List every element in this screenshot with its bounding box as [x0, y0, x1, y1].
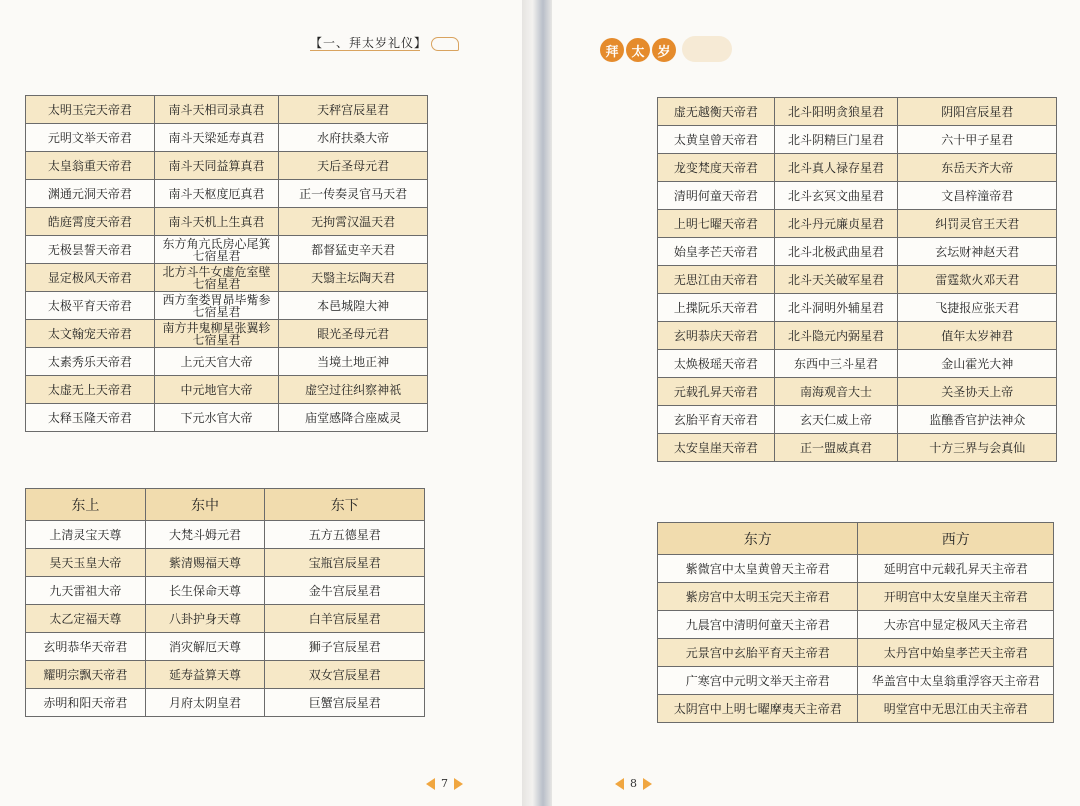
- table-cell: 九天雷祖大帝: [26, 577, 146, 605]
- table-cell: 白羊宫辰星君: [265, 605, 425, 633]
- table-cell: 天秤宫辰星君: [279, 96, 428, 124]
- table-cell: 上清灵宝天尊: [26, 521, 146, 549]
- table-cell: 北斗阳明贪狼星君: [774, 98, 898, 126]
- table-cell: 明堂宫中无思江由天主帝君: [858, 695, 1054, 723]
- table-cell: 太阴宫中上明七曜摩夷天主帝君: [658, 695, 858, 723]
- table-cell: 九晨宫中清明何童天主帝君: [658, 611, 858, 639]
- chapter-title: 【一、拜太岁礼仪】: [310, 36, 428, 50]
- table-cell: 值年太岁神君: [898, 322, 1057, 350]
- table-cell: 南海观音大士: [774, 378, 898, 406]
- table-row: [658, 667, 1054, 695]
- table-cell: 无拘霄汉温天君: [279, 208, 428, 236]
- table-cell: 八卦护身天尊: [145, 605, 265, 633]
- table-cell: 太极平育天帝君: [26, 292, 155, 320]
- table-row: [26, 404, 428, 432]
- table-row: [658, 126, 1057, 154]
- table-cell: 太明玉完天帝君: [26, 96, 155, 124]
- table-cell: 北斗玄冥文曲星君: [774, 182, 898, 210]
- deity-table-right-lower: [657, 522, 1054, 723]
- table-cell: 南斗天机上生真君: [154, 208, 279, 236]
- table-cell: 眼光圣母元君: [279, 320, 428, 348]
- table-cell: 都督猛吏辛天君: [279, 236, 428, 264]
- table-cell: 始皇孝芒天帝君: [658, 238, 775, 266]
- book-gutter: [522, 0, 552, 806]
- table-row: [26, 320, 428, 348]
- table-cell: 太文翰宠天帝君: [26, 320, 155, 348]
- table-cell: 开明宫中太安皇崖天主帝君: [858, 583, 1054, 611]
- logo-char: 拜: [600, 38, 624, 62]
- table-row: [26, 605, 425, 633]
- table-row: [658, 406, 1057, 434]
- table-cell: 无极昙誓天帝君: [26, 236, 155, 264]
- table-cell: 太焕极瑶天帝君: [658, 350, 775, 378]
- column-header: 东上: [26, 489, 146, 521]
- table-row: [26, 208, 428, 236]
- deity-table-left-upper: [25, 95, 428, 432]
- table-cell: 中元地官大帝: [154, 376, 279, 404]
- table-cell: 本邑城隍大神: [279, 292, 428, 320]
- table-cell: 东西中三斗星君: [774, 350, 898, 378]
- table-row: [26, 689, 425, 717]
- table-row: [658, 350, 1057, 378]
- table-cell: 飞捷报应张天君: [898, 294, 1057, 322]
- chapter-header: [310, 34, 459, 51]
- table-cell: 双女宫辰星君: [265, 661, 425, 689]
- table-cell: 长生保命天尊: [145, 577, 265, 605]
- table-cell: 广寒宫中元明文举天主帝君: [658, 667, 858, 695]
- table-row: [26, 124, 428, 152]
- deity-table-right-upper: [657, 97, 1057, 462]
- table-cell: 宝瓶宫辰星君: [265, 549, 425, 577]
- table-cell: 文昌梓潼帝君: [898, 182, 1057, 210]
- table-row: [26, 292, 428, 320]
- table-cell: 六十甲子星君: [898, 126, 1057, 154]
- table-row: [658, 434, 1057, 462]
- table-cell: 显定极风天帝君: [26, 264, 155, 292]
- table-cell: 无思江由天帝君: [658, 266, 775, 294]
- table-cell: 大梵斗姆元君: [145, 521, 265, 549]
- arrow-left-icon: [426, 778, 435, 790]
- table-cell: 阴阳宫辰星君: [898, 98, 1057, 126]
- table-cell: 虚无越衡天帝君: [658, 98, 775, 126]
- table-row: [26, 521, 425, 549]
- table-cell: 上明七曜天帝君: [658, 210, 775, 238]
- page-number: 7: [441, 777, 448, 790]
- table-cell: 正一盟威真君: [774, 434, 898, 462]
- table-row: [26, 661, 425, 689]
- table-cell: 南斗天梁延寿真君: [154, 124, 279, 152]
- table-row: [26, 236, 428, 264]
- table-cell: 太乙定福天尊: [26, 605, 146, 633]
- table-row: [658, 238, 1057, 266]
- table-cell: 北斗丹元廉贞星君: [774, 210, 898, 238]
- table-cell: 清明何童天帝君: [658, 182, 775, 210]
- table-cell: 北斗洞明外辅星君: [774, 294, 898, 322]
- table-cell: 金牛宫辰星君: [265, 577, 425, 605]
- table-cell: 元载孔昇天帝君: [658, 378, 775, 406]
- table-cell: 延明宫中元载孔昇天主帝君: [858, 555, 1054, 583]
- table-row: [26, 633, 425, 661]
- table-cell: 南斗天相司录真君: [154, 96, 279, 124]
- table-row: [658, 294, 1057, 322]
- table-row: [26, 180, 428, 208]
- table-cell: 南斗天枢度厄真君: [154, 180, 279, 208]
- table-row: [26, 577, 425, 605]
- table-cell: 北斗北极武曲星君: [774, 238, 898, 266]
- table-cell: 太安皇崖天帝君: [658, 434, 775, 462]
- table-row: [26, 348, 428, 376]
- table-cell: 龙变梵度天帝君: [658, 154, 775, 182]
- page-number-right: [615, 777, 652, 790]
- table-row: [26, 96, 428, 124]
- table-cell: 玄坛财神赵天君: [898, 238, 1057, 266]
- table-cell: 五方五德星君: [265, 521, 425, 549]
- table-row: [26, 152, 428, 180]
- section-logo: [600, 38, 676, 62]
- table-cell: 天后圣母元君: [279, 152, 428, 180]
- column-header: 东中: [145, 489, 265, 521]
- table-row: [26, 376, 428, 404]
- cloud-ornament-icon: [682, 36, 732, 62]
- table-cell: 玄胎平育天帝君: [658, 406, 775, 434]
- table-row: [658, 583, 1054, 611]
- table-cell: 太黄皇曾天帝君: [658, 126, 775, 154]
- column-header: 东方: [658, 523, 858, 555]
- table-row: [658, 266, 1057, 294]
- table-cell: 雷霆欻火邓天君: [898, 266, 1057, 294]
- cloud-ornament-icon: [431, 37, 459, 51]
- table-row: [658, 695, 1054, 723]
- column-header: 东下: [265, 489, 425, 521]
- table-row: [658, 555, 1054, 583]
- table-cell: 延寿益算天尊: [145, 661, 265, 689]
- page-number-left: [426, 777, 463, 790]
- table-row: [658, 210, 1057, 238]
- table-cell: 庙堂感降合座威灵: [279, 404, 428, 432]
- table-cell: 赤明和阳天帝君: [26, 689, 146, 717]
- table-cell: 华盖宫中太皇翁重浮容天主帝君: [858, 667, 1054, 695]
- table-cell: 月府太阴皇君: [145, 689, 265, 717]
- table-row: [26, 549, 425, 577]
- table-cell: 北斗真人禄存星君: [774, 154, 898, 182]
- page-number: 8: [630, 777, 637, 790]
- table-cell: 东方角亢氐房心尾箕七宿星君: [154, 236, 279, 264]
- table-cell: 北斗阴精巨门星君: [774, 126, 898, 154]
- table-row: [658, 639, 1054, 667]
- table-cell: 狮子宫辰星君: [265, 633, 425, 661]
- table-cell: 太释玉隆天帝君: [26, 404, 155, 432]
- header-rule: [310, 50, 420, 51]
- table-cell: 正一传奏灵官马天君: [279, 180, 428, 208]
- table-cell: 太皇翁重天帝君: [26, 152, 155, 180]
- table-cell: 昊天玉皇大帝: [26, 549, 146, 577]
- table-cell: 纠罚灵官王天君: [898, 210, 1057, 238]
- table-cell: 玄明恭庆天帝君: [658, 322, 775, 350]
- table-cell: 水府扶桑大帝: [279, 124, 428, 152]
- table-cell: 元景宫中玄胎平育天主帝君: [658, 639, 858, 667]
- table-cell: 紫房宫中太明玉完天主帝君: [658, 583, 858, 611]
- table-cell: 北斗天关破军星君: [774, 266, 898, 294]
- table-cell: 北斗隐元内弼星君: [774, 322, 898, 350]
- table-cell: 金山霍光大神: [898, 350, 1057, 378]
- table-row: [658, 378, 1057, 406]
- table-cell: 十方三界与会真仙: [898, 434, 1057, 462]
- table-row: [658, 182, 1057, 210]
- table-cell: 大赤宫中显定极风天主帝君: [858, 611, 1054, 639]
- deity-table-left-lower: [25, 488, 425, 717]
- table-cell: 渊通元洞天帝君: [26, 180, 155, 208]
- table-cell: 南斗天同益算真君: [154, 152, 279, 180]
- logo-char: 岁: [652, 38, 676, 62]
- table-cell: 上揲阮乐天帝君: [658, 294, 775, 322]
- table-cell: 玄明恭华天帝君: [26, 633, 146, 661]
- arrow-right-icon: [643, 778, 652, 790]
- table-cell: 元明文举天帝君: [26, 124, 155, 152]
- table-cell: 太虚无上天帝君: [26, 376, 155, 404]
- table-row: [658, 322, 1057, 350]
- table-row: [26, 264, 428, 292]
- table-cell: 玄天仁威上帝: [774, 406, 898, 434]
- table-cell: 东岳天齐大帝: [898, 154, 1057, 182]
- table-cell: 天翳主坛陶天君: [279, 264, 428, 292]
- table-cell: 消灾解厄天尊: [145, 633, 265, 661]
- table-cell: 关圣协天上帝: [898, 378, 1057, 406]
- table-cell: 西方奎娄胃昴毕觜参七宿星君: [154, 292, 279, 320]
- table-cell: 紫清赐福天尊: [145, 549, 265, 577]
- table-row: [658, 611, 1054, 639]
- table-cell: 耀明宗飘天帝君: [26, 661, 146, 689]
- table-cell: 太素秀乐天帝君: [26, 348, 155, 376]
- table-cell: 下元水官大帝: [154, 404, 279, 432]
- arrow-left-icon: [615, 778, 624, 790]
- table-cell: 虚空过往纠察神祇: [279, 376, 428, 404]
- table-cell: 紫微宫中太皇黄曾天主帝君: [658, 555, 858, 583]
- table-cell: 上元天官大帝: [154, 348, 279, 376]
- left-page: [0, 0, 522, 806]
- table-cell: 南方井鬼柳星张翼轸七宿星君: [154, 320, 279, 348]
- table-cell: 太丹宫中始皇孝芒天主帝君: [858, 639, 1054, 667]
- column-header: 西方: [858, 523, 1054, 555]
- table-cell: 巨蟹宫辰星君: [265, 689, 425, 717]
- table-cell: 当境土地正神: [279, 348, 428, 376]
- arrow-right-icon: [454, 778, 463, 790]
- right-page: [552, 0, 1080, 806]
- table-cell: 北方斗牛女虚危室壁七宿星君: [154, 264, 279, 292]
- table-cell: 监醮香官护法神众: [898, 406, 1057, 434]
- table-cell: 皓庭霄度天帝君: [26, 208, 155, 236]
- logo-char: 太: [626, 38, 650, 62]
- table-row: [658, 154, 1057, 182]
- table-row: [658, 98, 1057, 126]
